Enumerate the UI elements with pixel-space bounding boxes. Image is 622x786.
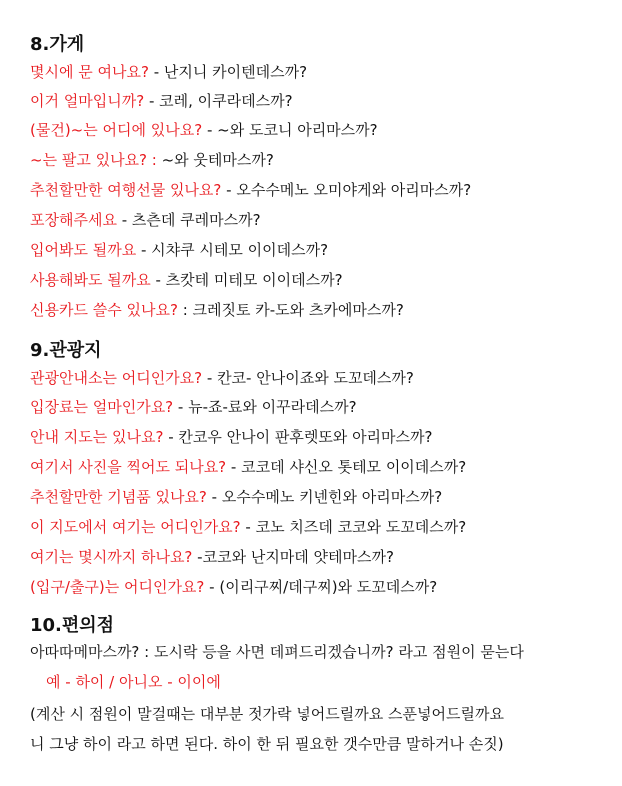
- convenience-note-line1: (계산 시 점원이 말걸때는 대부분 젓가락 넣어드릴까요 스푼넣어드릴까요: [30, 705, 504, 723]
- phrase-answer: - ~와 도코니 아리마스까?: [206, 121, 378, 139]
- phrase-question: 여기는 몇시까지 하나요?: [30, 548, 198, 566]
- phrase-answer: -코코와 난지마데 얏테마스까?: [197, 548, 394, 566]
- phrase-row: [30, 368, 414, 388]
- phrase-question: (입구/출구)는 어디인가요?: [30, 578, 210, 596]
- phrase-row: [30, 150, 274, 170]
- phrase-question: 여기서 사진을 찍어도 되나요?: [30, 458, 231, 476]
- section-title-tourist-spot: 9.관광지: [30, 340, 102, 361]
- phrase-answer: - 칸코- 안나이죠와 도꼬데스까?: [206, 369, 414, 387]
- phrase-question: 포장해주세요: [30, 211, 122, 229]
- phrase-question: 몇시에 문 여나요?: [30, 63, 154, 81]
- phrase-question: 이 지도에서 여기는 어디인가요?: [30, 518, 246, 536]
- phrase-row: [30, 457, 466, 477]
- section-title-shop: 8.가게: [30, 34, 85, 55]
- phrase-row: [30, 270, 343, 290]
- phrase-answer: - 코코데 샤신오 톳테모 이이데스까?: [230, 458, 467, 476]
- phrase-answer: - 난지니 카이텐데스까?: [153, 63, 308, 81]
- phrase-answer: - 츠캇테 미테모 이이데스까?: [155, 271, 343, 289]
- phrase-answer: - 뉴-죠-료와 이꾸라데스까?: [177, 398, 357, 416]
- phrase-answer: : 크레짓토 카-도와 츠카에마스까?: [182, 301, 404, 319]
- phrase-row: [30, 547, 394, 567]
- phrase-row: [30, 300, 404, 320]
- phrase-question: 신용카드 쓸수 있나요?: [30, 301, 183, 319]
- phrase-question: 이거 얼마입니까?: [30, 92, 149, 110]
- phrase-row: [30, 397, 357, 417]
- convenience-intro: 아따따메마스까? : 도시락 등을 사면 데펴드리겠습니까? 라고 점원이 묻는다: [30, 643, 524, 661]
- phrase-answer: ~와 웃테마스까?: [161, 151, 274, 169]
- phrase-row: [30, 210, 261, 230]
- phrase-row: [30, 62, 307, 82]
- phrase-answer: - 오수수메노 키넨힌와 아리마스까?: [211, 488, 443, 506]
- phrase-question: 사용해봐도 될까요: [30, 271, 156, 289]
- phrase-question: (물건)~는 어디에 있나요?: [30, 121, 207, 139]
- phrase-answer: - 오수수메노 오미야게와 아리마스까?: [226, 181, 472, 199]
- phrase-question: 안내 지도는 있나요?: [30, 428, 169, 446]
- phrase-row: [30, 487, 442, 507]
- phrase-answer: - 츠츤데 쿠레마스까?: [121, 211, 261, 229]
- phrase-question: 추천할만한 여행선물 있나요?: [30, 181, 227, 199]
- phrase-row: [30, 577, 437, 597]
- phrase-answer: - 칸코우 안나이 판후렛또와 아리마스까?: [168, 428, 433, 446]
- phrase-answer: - (이리구찌/데구찌)와 도꼬데스까?: [209, 578, 438, 596]
- convenience-note-line2: 니 그냥 하이 라고 하면 된다. 하이 한 뒤 필요한 갯수만큼 말하거나 손짓): [30, 735, 504, 753]
- phrase-row: [30, 240, 328, 260]
- phrase-question: 입어봐도 될까요: [30, 241, 141, 259]
- phrase-question: 관광안내소는 어디인가요?: [30, 369, 207, 387]
- phrase-row: [30, 91, 293, 111]
- phrase-row: [30, 180, 471, 200]
- phrase-row: [30, 427, 432, 447]
- phrase-question: 추천할만한 기념품 있나요?: [30, 488, 212, 506]
- phrase-row: [30, 120, 378, 140]
- convenience-answer: 예 - 하이 / 아니오 - 이이에: [46, 673, 221, 691]
- phrase-question: ~는 팔고 있나요? :: [30, 151, 162, 169]
- phrase-row: [30, 517, 466, 537]
- phrase-question: 입장료는 얼마인가요?: [30, 398, 178, 416]
- section-title-convenience-store: 10.편의점: [30, 615, 115, 636]
- phrase-answer: - 코레, 이쿠라데스까?: [148, 92, 293, 110]
- phrase-answer: - 코노 치즈데 코코와 도꼬데스까?: [245, 518, 467, 536]
- phrase-answer: - 시챠쿠 시테모 이이데스까?: [140, 241, 329, 259]
